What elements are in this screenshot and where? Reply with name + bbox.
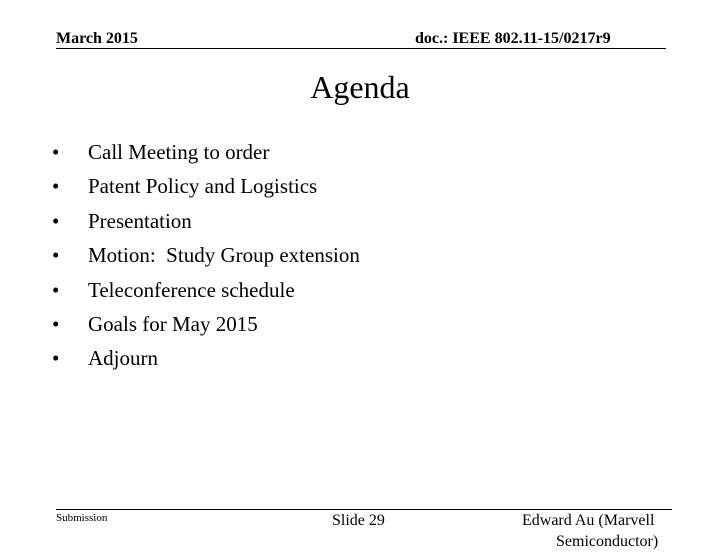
bullet-icon: •: [52, 208, 60, 233]
footer-divider: [56, 509, 672, 510]
agenda-item: [52, 273, 360, 307]
page-title: Agenda: [310, 69, 410, 105]
agenda-item-label: Teleconference schedule: [88, 277, 295, 302]
agenda-item-label: Presentation: [88, 208, 192, 233]
agenda-list: [52, 135, 360, 376]
header-date: March 2015: [56, 30, 138, 47]
header-divider: [56, 48, 666, 49]
agenda-item-label: Patent Policy and Logistics: [88, 174, 318, 199]
bullet-icon: •: [52, 346, 60, 371]
agenda-item-label: Goals for May 2015: [88, 311, 258, 336]
footer-slide-number: Slide 29: [332, 512, 385, 529]
bullet-icon: •: [52, 277, 60, 302]
footer-author-overflow: Semiconductor): [556, 533, 659, 550]
agenda-item-label: Adjourn: [88, 346, 158, 371]
agenda-item: [52, 341, 360, 375]
bullet-icon: •: [52, 243, 60, 268]
footer-author: Edward Au (Marvell: [522, 512, 655, 529]
header-doc-id: doc.: IEEE 802.11-15/0217r9: [415, 30, 611, 47]
agenda-item: [52, 204, 360, 238]
agenda-item: [52, 238, 360, 272]
agenda-item-label: Motion: Study Group extension: [88, 243, 360, 268]
footer-submission: Submission: [56, 512, 108, 524]
agenda-item: [52, 307, 360, 341]
bullet-icon: •: [52, 311, 60, 336]
agenda-item-label: Call Meeting to order: [88, 140, 270, 164]
agenda-item: [52, 169, 360, 203]
agenda-item: [52, 135, 360, 169]
bullet-icon: •: [52, 174, 60, 199]
bullet-icon: •: [52, 140, 60, 164]
